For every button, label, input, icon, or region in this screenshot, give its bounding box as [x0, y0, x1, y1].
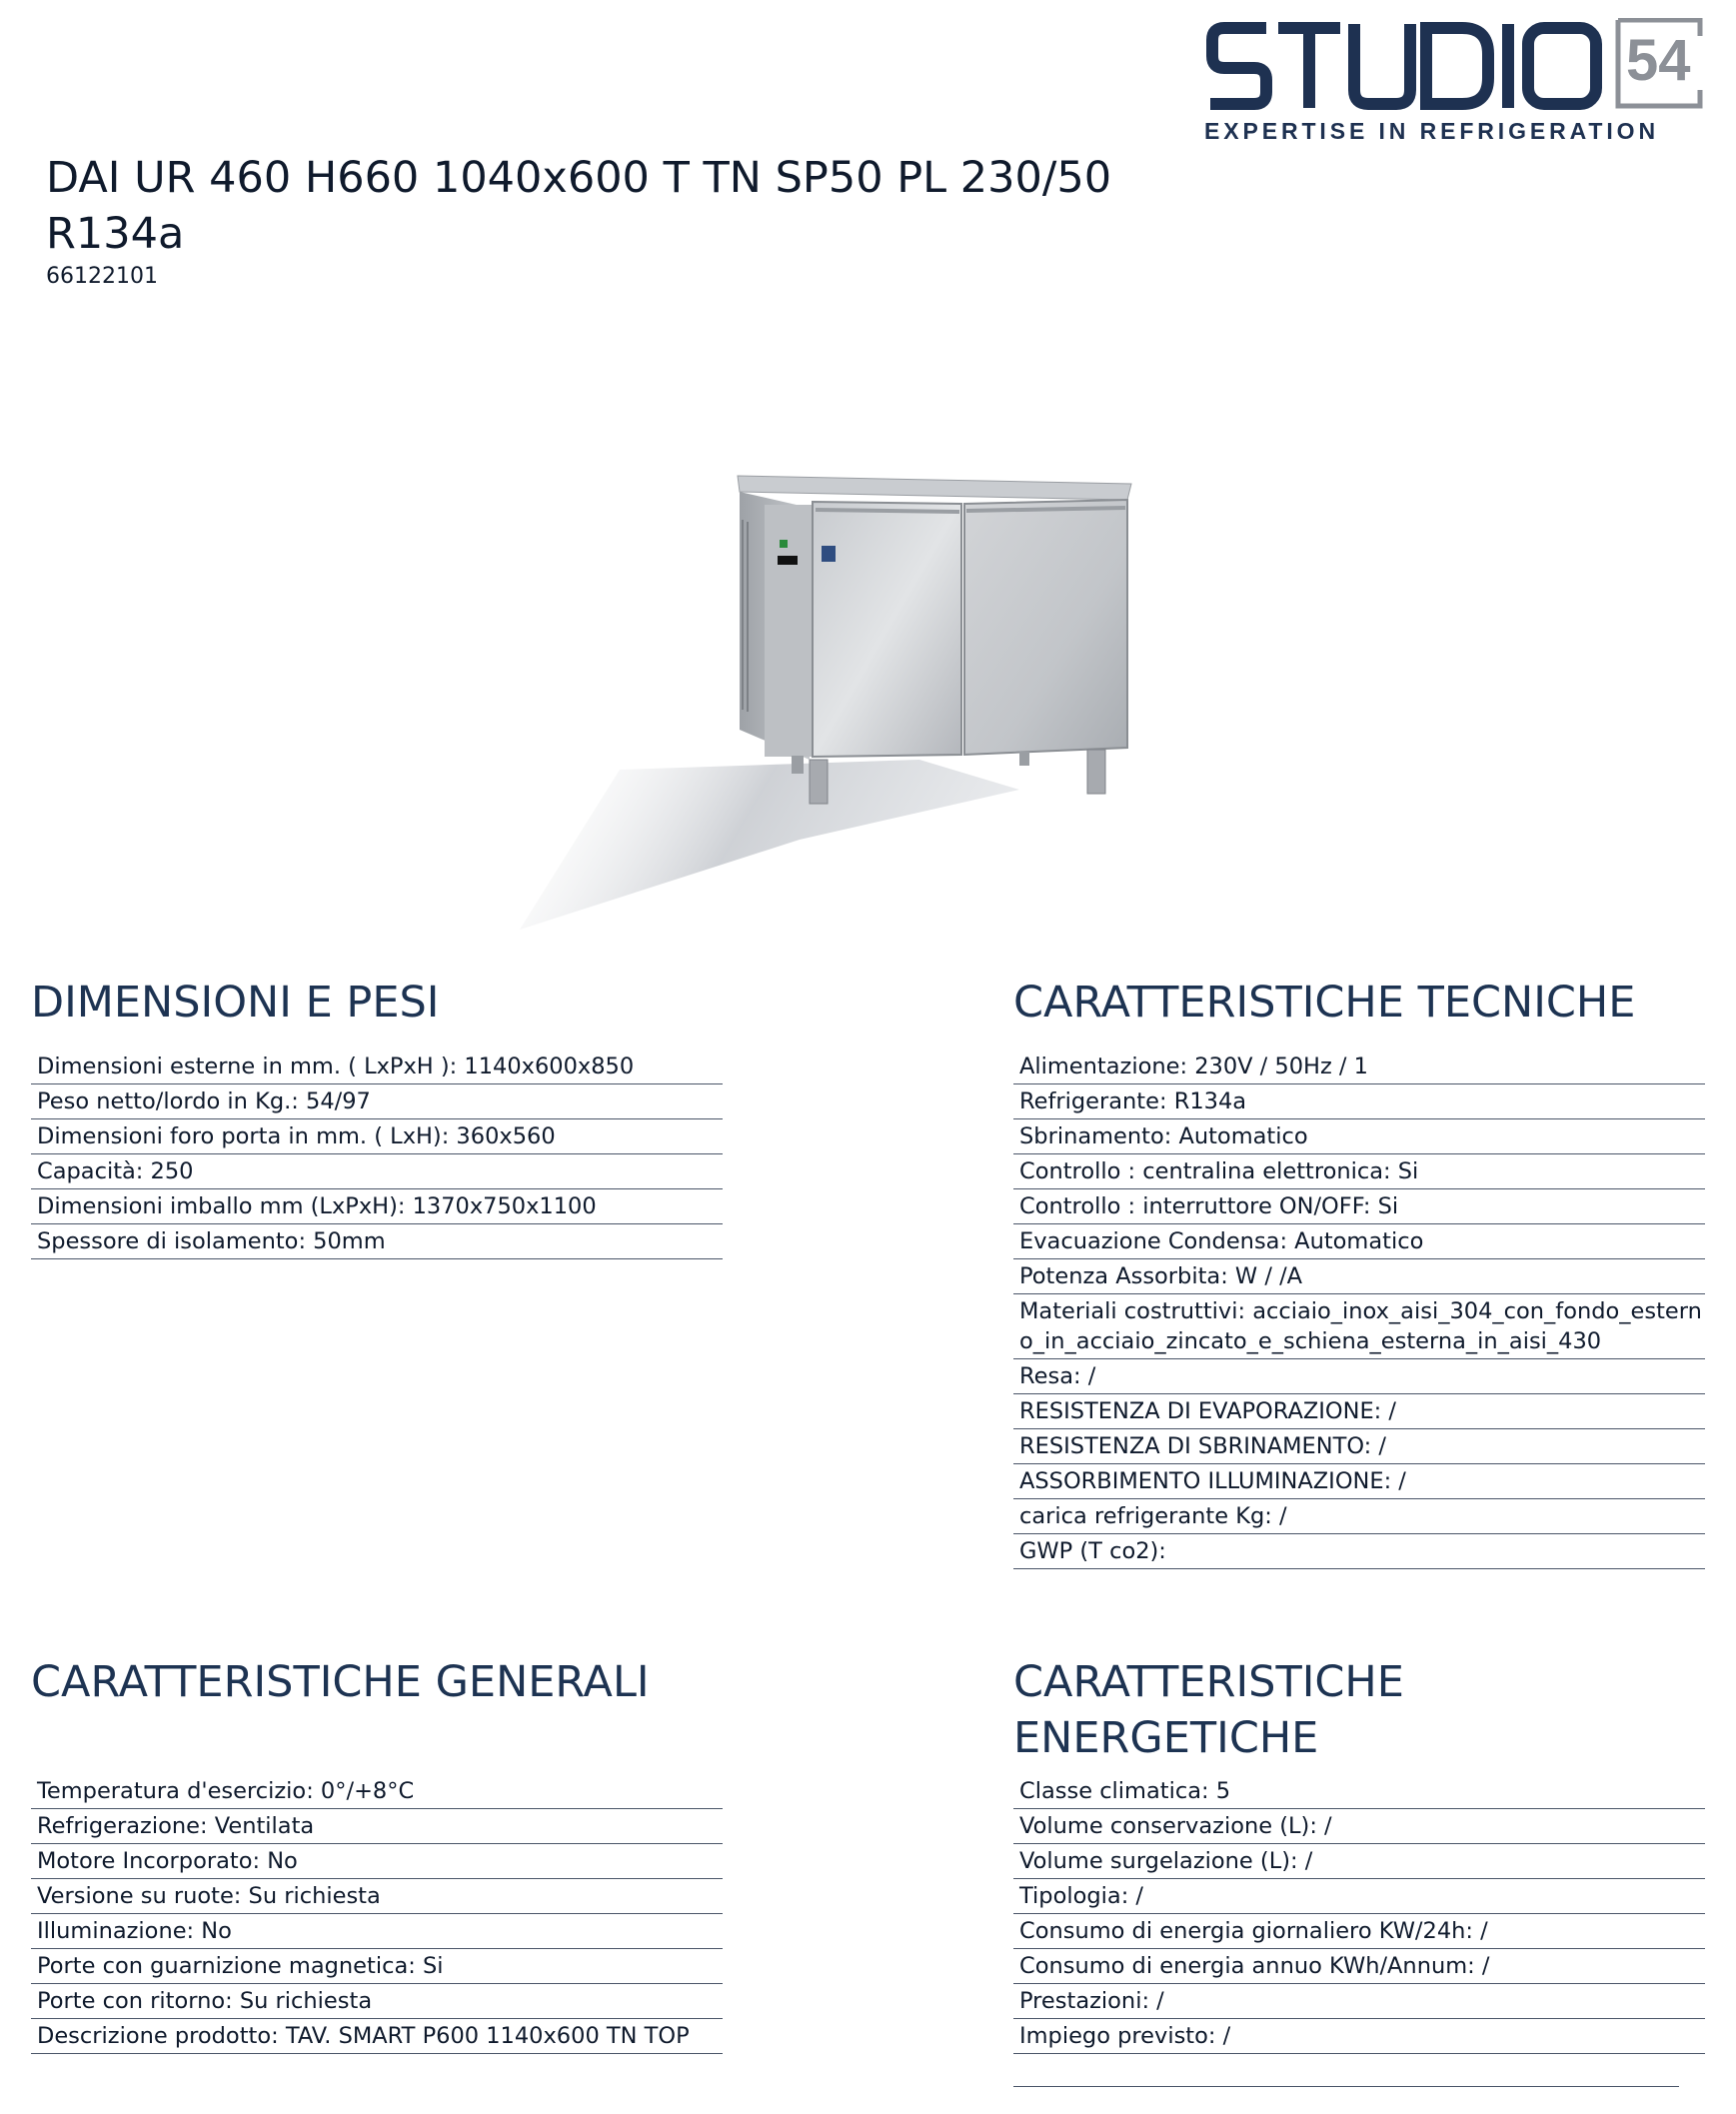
spec-row: Motore Incorporato: No: [31, 1844, 723, 1879]
spec-row: Classe climatica: 5: [1013, 1774, 1705, 1809]
section-tecniche: [1013, 975, 1705, 1564]
spec-row: Volume surgelazione (L): /: [1013, 1844, 1705, 1879]
refrigerated-counter-image: [500, 460, 1179, 940]
spec-row: Capacità: 250: [31, 1154, 723, 1189]
product-title: DAI UR 460 H660 1040x600 T TN SP50 PL 230/50 R134a: [46, 153, 1112, 259]
spec-row: Descrizione prodotto: TAV. SMART P600 1140x600 TN TOP: [31, 2019, 723, 2054]
spec-row: Alimentazione: 230V / 50Hz / 1: [1013, 1050, 1705, 1084]
spec-row: Controllo : centralina elettronica: Si: [1013, 1154, 1705, 1189]
spec-row: ASSORBIMENTO ILLUMINAZIONE: /: [1013, 1464, 1705, 1499]
spec-row: Porte con ritorno: Su richiesta: [31, 1984, 723, 2019]
spec-row: Dimensioni imballo mm (LxPxH): 1370x750x1100: [31, 1189, 723, 1224]
spec-row: Resa: /: [1013, 1359, 1705, 1394]
spec-row: Prestazioni: /: [1013, 1984, 1705, 2019]
section-dimensioni: [31, 975, 723, 1254]
spec-row: Illuminazione: No: [31, 1914, 723, 1949]
spec-row: carica refrigerante Kg: /: [1013, 1499, 1705, 1534]
studio54-logo: [1204, 18, 1704, 148]
spec-row: Peso netto/lordo in Kg.: 54/97: [31, 1084, 723, 1119]
spec-row: Consumo di energia annuo KWh/Annum: /: [1013, 1949, 1705, 1984]
section-title: DIMENSIONI E PESI: [31, 978, 440, 1028]
spec-row: Sbrinamento: Automatico: [1013, 1119, 1705, 1154]
section-title: CARATTERISTICHE TECNICHE: [1013, 978, 1636, 1028]
product-code: 66122101: [46, 264, 158, 289]
section-energetiche: [1013, 1654, 1513, 2049]
spec-row: Dimensioni esterne in mm. ( LxPxH ): 1140x600x850: [31, 1050, 723, 1084]
section-title: CARATTERISTICHE ENERGETICHE: [1013, 1657, 1404, 1763]
spec-row: Potenza Assorbita: W / /A: [1013, 1259, 1705, 1294]
spec-row: RESISTENZA DI SBRINAMENTO: /: [1013, 1429, 1705, 1464]
spec-row: Consumo di energia giornaliero KW/24h: /: [1013, 1914, 1705, 1949]
spec-row: Refrigerante: R134a: [1013, 1084, 1705, 1119]
section-generali: [31, 1654, 723, 2049]
logo-tagline: EXPERTISE IN REFRIGERATION: [1204, 118, 1659, 144]
spec-row: Dimensioni foro porta in mm. ( LxH): 360x560: [31, 1119, 723, 1154]
spec-row: GWP (T co2):: [1013, 1534, 1705, 1569]
spec-row: Impiego previsto: /: [1013, 2019, 1705, 2054]
spec-row: Temperatura d'esercizio: 0°/+8°C: [31, 1774, 723, 1809]
section-title: CARATTERISTICHE GENERALI: [31, 1657, 650, 1707]
spec-row: RESISTENZA DI EVAPORAZIONE: /: [1013, 1394, 1705, 1429]
spec-row: Versione su ruote: Su richiesta: [31, 1879, 723, 1914]
spec-row: Controllo : interruttore ON/OFF: Si: [1013, 1189, 1705, 1224]
spec-row: Tipologia: /: [1013, 1879, 1705, 1914]
spec-row: Porte con guarnizione magnetica: Si: [31, 1949, 723, 1984]
spec-row: Volume conservazione (L): /: [1013, 1809, 1705, 1844]
spec-row: Refrigerazione: Ventilata: [31, 1809, 723, 1844]
logo-wordmark: [1204, 18, 1704, 113]
spec-row: Evacuazione Condensa: Automatico: [1013, 1224, 1705, 1259]
spec-row: Spessore di isolamento: 50mm: [31, 1224, 723, 1259]
divider: [1013, 2086, 1679, 2087]
logo-number: 54: [1626, 28, 1691, 93]
spec-row-materials: Materiali costruttivi: acciaio_inox_aisi_304_con_fondo_esterno_in_acciaio_zincato_e_schiena_esterna_in_aisi_430: [1013, 1294, 1705, 1359]
